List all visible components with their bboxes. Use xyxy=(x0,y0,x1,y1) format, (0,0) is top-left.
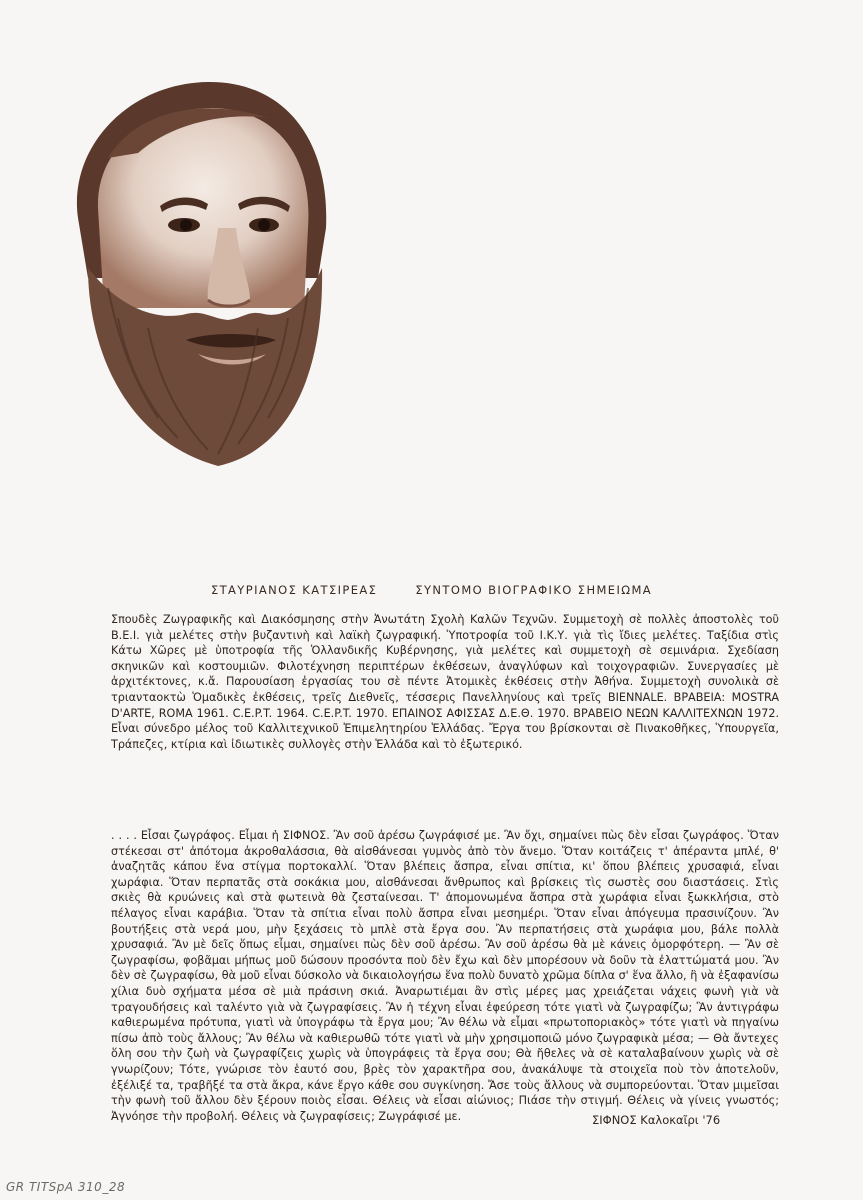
bearded-man-portrait-icon xyxy=(68,78,336,470)
biography-paragraph: Σπουδὲς Ζωγραφικῆς καὶ Διακόσμησης στὴν Ἀνωτάτη Σχολὴ Καλῶν Τεχνῶν. Συμμετοχὴ σὲ πολλὲς ἀποστολὲς τοῦ Β.Ε.Ι. γιὰ μελέτες στὴν βυζαντινὴ καὶ λαϊκὴ ζωγραφική. Ὑποτροφία τοῦ Ι.Κ.Υ. γιὰ τὶς ἴδιες μελέτες. Ταξίδια στὶς Κάτω Χῶρες μὲ ὑποτροφία τῆς Ὁλλανδικῆς Κυβέρνησης, γιὰ μελέτες καὶ συμμετοχὴ σὲ σεμινάρια. Σχεδίαση σκηνικῶν καὶ κοστουμιῶν. Φιλοτέχνηση περιπτέρων ἐκθέσεων, ἀναγλύφων καὶ τοιχογραφιῶν. Συνεργασίες μὲ ἀρχιτέκτονες, κ.ἄ. Παρουσίαση ἐργασίας του σὲ πέντε Ἀτομικὲς ἐκθέσεις στὴν Ἀθήνα. Συμμετοχὴ συνολικὰ σὲ τριανταοκτὼ Ὁμαδικὲς ἐκθέσεις, τρεῖς Διεθνεῖς, τέσσερις Πανελληνίους καὶ τρεῖς BIENNALE. ΒΡΑΒΕΙΑ: MOSTRA D'ARTE, ROMA 1961. C.E.P.T. 1964. C.E.P.T. 1970. ΕΠΑΙΝΟΣ ΑΦΙΣΣΑΣ Δ.Ε.Θ. 1970. ΒΡΑΒΕΙΟ ΝΕΩΝ ΚΑΛΛΙΤΕΧΝΩΝ 1972. Εἶναι σύνεδρο μέλος τοῦ Καλλιτεχνικοῦ Ἐπιμελητηρίου Ἑλλάδας. Ἔργα του βρίσκονται σὲ Πινακοθῆκες, Ὑπουργεῖα, Τράπεζες, κτίρια καὶ ἰδιωτικὲς συλλογὲς στὴν Ἑλλάδα καὶ τὸ ἐξωτερικό. xyxy=(111,613,779,751)
document-heading xyxy=(0,583,863,597)
sifnos-text-paragraph: . . . . Εἶσαι ζωγράφος. Εἶμαι ἡ ΣΙΦΝΟΣ. Ἂν σοῦ ἀρέσω ζωγράφισέ με. Ἂν ὄχι, σημαίνει πὼς δὲν εἶσαι ζωγράφος. Ὅταν στέκεσαι στ' ἀπότομα ἀκροθαλάσσια, θὰ αἰσθάνεσαι γυμνὸς ἀπὸ τὸν ἄνεμο. Ὅταν κοιτάζεις τ' ἀπέραντα μπλέ, θ' ἀναζητᾶς κάπου ἕνα στίγμα πορτοκαλλί. Ὅταν βλέπεις ἄσπρα, εἶναι σπίτια, κι' ὅπου βλέπεις χρυσαφιά, εἶναι χωράφια. Ὅταν περπατᾶς στὰ σοκάκια μου, αἰσθάνεσαι ἄνθρωπος καὶ βρίσκεις τὶς σωστὲς σου διαστάσεις. Στὶς σκιὲς θὰ κρυώνεις καὶ στὰ φωτεινὰ θὰ ζεσταίνεσαι. Τ' ἀπομονωμένα ἄσπρα στὰ χωράφια εἶναι ξωκκλήσια, στὸ πέλαγος εἶναι καράβια. Ὅταν τὰ σπίτια εἶναι πολὺ ἄσπρα εἶναι μεσημέρι. Ὅταν εἶναι ἀπόγευμα πρασινίζουν. Ἂν βουτήξεις στὰ νερά μου, μὴν ξεχάσεις τὸ μπλὲ στὰ ἔργα σου. Ἂν περπατήσεις στὰ χωράφια μου, βάλε πολλὰ χρυσαφιά. Ἂν μὲ δεῖς ὅπως εἶμαι, σημαίνει πὼς δὲν σοῦ ἀρέσω. Ἂν σοῦ ἀρέσω θὰ μὲ κάνεις ὀμορφότερη. — Ἂν σὲ ζωγραφίσω, φοβᾶμαι μήπως μοῦ δώσουν προσόντα ποὺ δὲν ἔχω καὶ δὲν μπορέσουν νὰ δοῦν τὰ ἐλαττώματά μου. Ἂν δὲν σὲ ζωγραφίσω, θὰ μοῦ εἶναι δύσκολο νὰ δικαιολογήσω ἕνα πολὺ δυνατὸ χρῶμα δίπλα σ' ἕνα ἄλλο, ἢ νὰ ἐξαφανίσω χίλια δυὸ σχήματα μέσα σὲ μιὰ πράσινη σκιά. Ἀναρωτιέμαι ἂν στὶς μέρες μας χρειάζεται νάχεις φωνὴ γιὰ νὰ τραγουδήσεις καὶ ταλέντο γιὰ νὰ ζωγραφίσεις. Ἂν ἡ τέχνη εἶναι ἐφεύρεση τότε γιατὶ νὰ ζωγραφίζω; Ἂν ἀντιγράφω καθιερωμένα πρότυπα, γιατὶ νὰ ὑπογράφω τὰ ἔργα μου; Ἂν θέλω νὰ εἶμαι «πρωτοποριακὸς» τότε γιατὶ νὰ πηγαίνω πίσω ἀπὸ τοὺς ἄλλους; Ἂν θέλω νὰ καθιερωθῶ τότε γιατὶ νὰ μὴν χρησιμοποιῶ μόνο ζωγραφικὰ μέσα; — Θὰ ἄντεχες ὅλη σου τὴν ζωὴ νὰ ζωγραφίζεις χωρὶς νὰ ὑπογράφεις τὰ ἔργα σου; Θὰ ἤθελες νὰ σὲ καταλαβαίνουν χωρὶς νὰ σὲ γνωρίζουν; Τότε, γνώρισε τὸν ἑαυτό σου, βρὲς τὸν χαρακτῆρα σου, ἀνακάλυψε τὰ στοιχεῖα ποὺ τὸν ἀποτελοῦν, ἐξέλιξέ τα, τραβῆξέ τα στὰ ἄκρα, κάνε ἔργο κάθε σου συγκίνηση. Ἄσε τοὺς ἄλλους νὰ συμπορεύονται. Ὅταν μιμεῖσαι τὴν φωνὴ τοῦ ἄλλου δὲν ξέρουν ποιὸς εἶσαι. Θέλεις νὰ εἶσαι αἰώνιος; Πιάσε τὴν στιγμή. Θέλεις νὰ γίνεις γνωστός; Ἀγνόησε τὴν προβολή. Θέλεις νὰ ζωγραφίσεις; Ζωγράφισέ με. xyxy=(111,829,779,1123)
archive-reference-code: GR TITSpA 310_28 xyxy=(6,1180,126,1194)
artist-name: ΣΤΑΥΡΙΑΝΟΣ ΚΑΤΣΙΡΕΑΣ xyxy=(210,583,378,597)
signature-line: ΣΙΦΝΟΣ Καλοκαῖρι '76 xyxy=(592,1113,721,1127)
portrait-photo xyxy=(68,78,336,470)
document-title: ΣΥΝΤΟΜΟ ΒΙΟΓΡΑΦΙΚΟ ΣΗΜΕΙΩΜΑ xyxy=(415,583,653,597)
